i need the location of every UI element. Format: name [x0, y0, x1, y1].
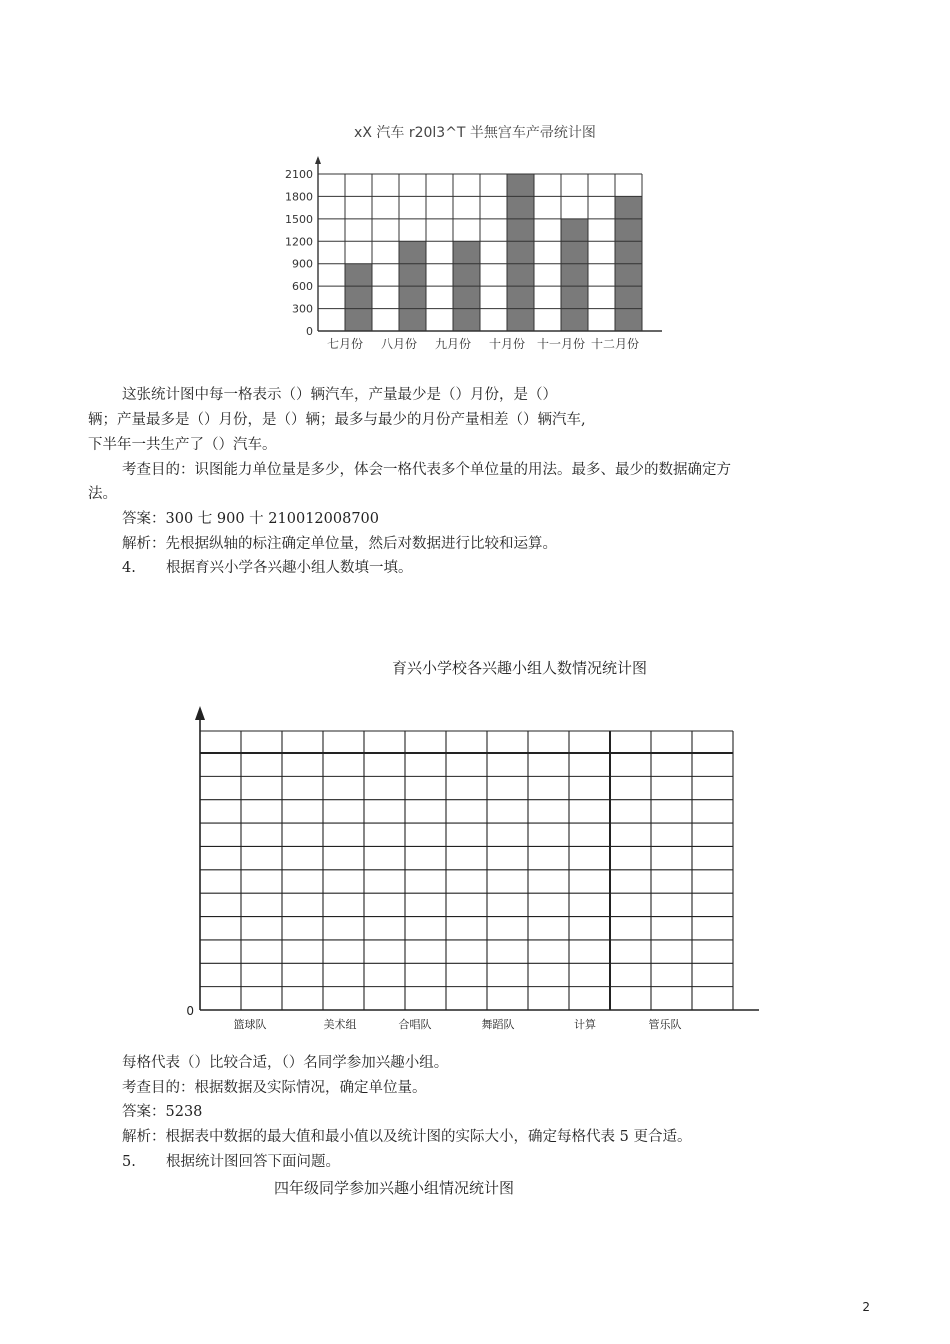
y-tick-label: 1200 [285, 235, 313, 249]
page-number: 2 [862, 1300, 870, 1314]
y-tick-label: 600 [292, 280, 313, 294]
q5-chart-title: 四年级同学参加兴趣小组情况统计图 [274, 1179, 515, 1197]
x-category-label: 十月份 [488, 337, 526, 351]
q4-number: 4. [122, 560, 136, 576]
y-tick-label: 900 [292, 257, 313, 271]
x-category-label: 篮球队 [233, 1018, 267, 1031]
x-category-label: 美术组 [323, 1018, 357, 1031]
y-tick-label: 1500 [285, 212, 313, 226]
y-axis-arrow [315, 156, 321, 164]
q3-line1: 这张统计图中每一格表示（）辆汽车，产量最少是（）月份，是（） [122, 387, 557, 403]
y-tick-label: 1800 [285, 190, 313, 204]
chart2-title: 育兴小学校各兴趣小组人数情况统计图 [392, 659, 648, 677]
q3-analysis: 解析：先根据纵轴的标注确定单位量，然后对数据进行比较和运算。 [122, 536, 557, 552]
q3-purpose: 考查目的：识图能力单位量是多少，体会一格代表多个单位量的用法。最多、最少的数据确定方 [122, 462, 731, 478]
x-category-label: 管乐队 [648, 1018, 682, 1031]
y-tick-label: 300 [292, 302, 313, 316]
bar-1 [345, 264, 372, 331]
y-tick-label: 0 [306, 325, 313, 338]
x-category-label: 七月份 [326, 337, 364, 351]
q4-text: 根据育兴小学各兴趣小组人数填一填。 [166, 560, 413, 576]
x-category-label: 计算 [574, 1018, 596, 1031]
x-category-label: 合唱队 [398, 1018, 432, 1031]
x-category-label: 舞蹈队 [481, 1018, 515, 1031]
q3-purpose-cont: 法。 [88, 486, 117, 502]
y-axis-arrow [195, 706, 205, 720]
car-production-chart [0, 0, 950, 380]
q4-purpose: 考查目的：根据数据及实际情况，确定单位量。 [122, 1080, 427, 1096]
q3-answer: 答案：300 七 900 十 210012008700 [122, 511, 379, 527]
y-tick-label: 2100 [285, 168, 313, 181]
q4-answer: 答案：5238 [122, 1104, 203, 1120]
q3-line3: 下半年一共生产了（）汽车。 [88, 437, 277, 453]
chart1-title: xX 汽车 r20l3^T 半無宫车产帚统计图 [354, 125, 596, 141]
q4-analysis: 解析：根据表中数据的最大值和最小值以及统计图的实际大小，确定每格代表 5 更合适。 [122, 1129, 692, 1145]
interest-group-grid-chart [0, 690, 950, 1040]
x-category-label: 十一月份 [536, 337, 586, 351]
x-category-label: 八月份 [380, 337, 418, 351]
q5-number: 5. [122, 1154, 136, 1170]
bar-4 [507, 174, 534, 331]
q5-text: 根据统计图回答下面问题。 [166, 1154, 340, 1170]
bar-5 [561, 219, 588, 331]
x-category-label: 九月份 [434, 337, 472, 351]
x-category-label: 十二月份 [590, 337, 640, 351]
y-tick-label: 0 [186, 1004, 194, 1018]
q4-fill: 每格代表（）比较合适，（）名同学参加兴趣小组。 [122, 1055, 449, 1071]
q3-line2: 辆；产量最多是（）月份，是（）辆；最多与最少的月份产量相差（）辆汽车, [88, 412, 586, 428]
